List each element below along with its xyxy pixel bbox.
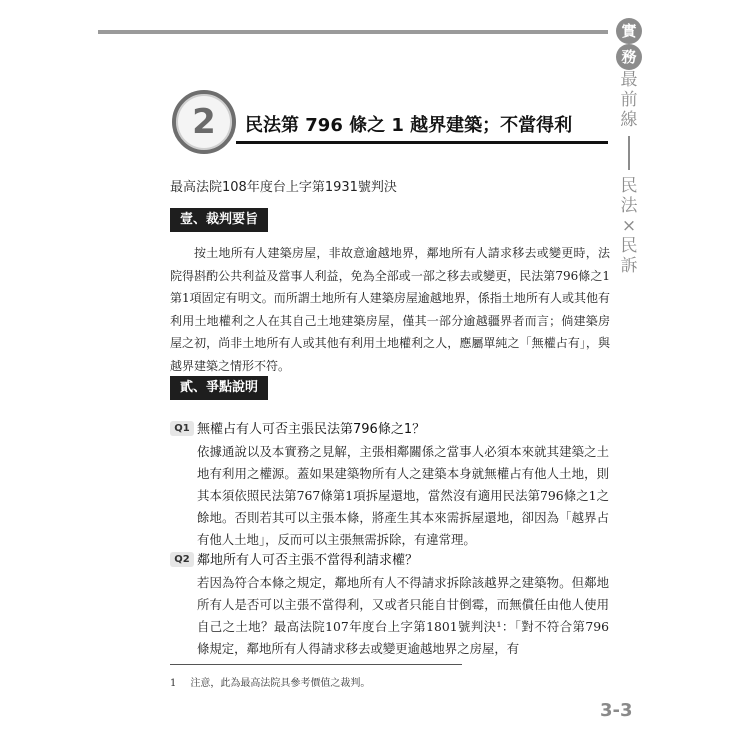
section-heading-2: 貳、爭點說明 [170, 376, 268, 400]
footnote-marker: 1 [170, 678, 177, 689]
side-char: 最 [620, 70, 638, 90]
side-char: 線 [620, 110, 638, 130]
answer-q1-text: 依據通說以及本實務之見解，主張相鄰關係之當事人必須本來就其建築之土地有利用之權源。蓋如果建築物所有人之建築本身就無權占有他人土地，則其本須依照民法第767條第1項拆屋還地，當然沒有適用民法第796條之1之餘地。否則若其可以主張本條，將產生其本來需拆屋還地，卻因為「越界占有他人土地」，反而可以主張無需拆除，有違常理。 [197, 444, 609, 547]
side-char: 法 [620, 196, 638, 216]
top-rule [98, 30, 608, 34]
footnote-rule [170, 664, 462, 665]
chapter-title: 民法第 796 條之 1 越界建築；不當得利 [245, 115, 573, 136]
answer-q2-text: 若因為符合本條之規定，鄰地所有人不得請求拆除該越界之建築物。但鄰地所有人是否可以主張不當得利，又或者只能自甘倒霉，而無償任由他人使用自己之土地？最高法院107年度台上字第1801號判決¹：「對不符合第796條規定，鄰地所有人得請求移去或變更逾越地界之房屋，有 [197, 575, 609, 656]
side-char: × [621, 216, 637, 236]
side-char: 民 [620, 236, 638, 256]
question-tag-q2: Q2 [170, 552, 194, 567]
side-badge-2: 務 [616, 44, 642, 70]
answer-q1 [197, 441, 609, 551]
ruling-summary-text: 按土地所有人建築房屋，非故意逾越地界，鄰地所有人請求移去或變更時，法院得斟酌公共利益及當事人利益，免為全部或一部之移去或變更，民法第796條之1第1項固定有明文。而所謂土地所有人建築房屋逾越地界，係指土地所有人或其他有利用土地權利之人在其自己土地建築房屋，僅其一部分逾越疆界者而言；倘建築房屋之初，尚非土地所有人或其他有利用土地權利之人，應屬單純之「無權占有」，與越界建築之情形不符。 [170, 246, 610, 373]
side-char: 訴 [620, 256, 638, 276]
side-divider [628, 136, 630, 170]
side-char: 民 [620, 176, 638, 196]
footnote-text: 注意，此為最高法院具參考價值之裁判。 [190, 678, 371, 689]
answer-q2 [197, 572, 609, 660]
question-q2: 鄰地所有人可否主張不當得利請求權？ [197, 553, 419, 568]
question-q1: 無權占有人可否主張民法第796條之1？ [197, 422, 426, 437]
chapter-underline [236, 141, 608, 144]
side-badge-1: 實 [616, 18, 642, 44]
side-char: 前 [620, 90, 638, 110]
section-heading-1: 壹、裁判要旨 [170, 208, 268, 232]
ruling-summary [170, 242, 610, 378]
question-tag-q1: Q1 [170, 421, 194, 436]
footnote [170, 674, 384, 689]
chapter-number: 2 [192, 102, 216, 142]
case-reference: 最高法院108年度台上字第1931號判決 [170, 180, 397, 195]
page-number: 3-3 [600, 700, 633, 721]
